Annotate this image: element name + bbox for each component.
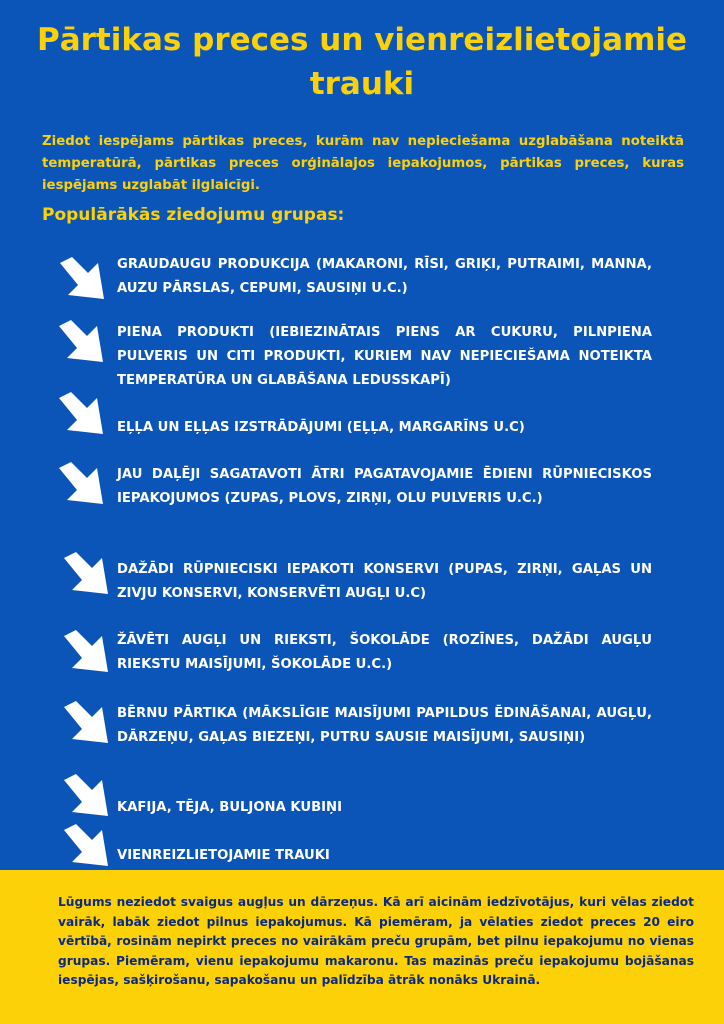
- list-item-text: BĒRNU PĀRTIKA (MĀKSLĪGIE MAISĪJUMI PAPILDUS ĒDINĀŠANAI, AUGĻU, DĀRZEŅU, GAĻAS BIEZEŅI, PUTRU SAUSIE MAISĪJUMI, SAUSIŅI): [117, 706, 652, 745]
- list-item-text: VIENREIZLIETOJAMIE TRAUKI: [117, 848, 330, 863]
- intro-paragraph: Ziedot iespējams pārtikas preces, kurām nav nepieciešama uzglabāšana noteiktā temperatūrā, pārtikas preces orģinālajos iepakojumos, pārtikas preces, kuras iespējams uzglabāt ilglaicīgi.: [42, 134, 684, 193]
- arrow-icon: [58, 253, 108, 303]
- arrow-icon: [62, 697, 112, 747]
- arrow-icon: [57, 458, 107, 508]
- arrow-icon: [62, 820, 112, 870]
- list-item-text: DAŽĀDI RŪPNIECISKI IEPAKOTI KONSERVI (PUPAS, ZIRŅI, GAĻAS UN ZIVJU KONSERVI, KONSERVĒTI AUGĻI U.C): [117, 562, 652, 601]
- list-item-text: EĻĻA UN EĻĻAS IZSTRĀDĀJUMI (EĻĻA, MARGARĪNS U.C): [117, 420, 525, 435]
- arrow-icon: [62, 548, 112, 598]
- footer-note: Lūgums neziedot svaigus augļus un dārzeņus. Kā arī aicinām iedzīvotājus, kuri vēlas ziedot vairāk, labāk ziedot pilnus iepakojumus. Kā piemēram, ja vēlaties ziedot preces 20 eiro vērtībā, rosinām nepirkt preces no vairākām preču grupām, bet pilnu iepakojumu no vienas grupas. Piemēram, vienu iepakojumu makaronu. Tas mazinās preču iepakojumu bojāšanas iespējas, sašķirošanu, sapakošanu un palīdzība ātrāk nonāks Ukrainā.: [58, 895, 694, 987]
- arrow-icon: [62, 770, 112, 820]
- list-item-text: PIENA PRODUKTI (IEBIEZINĀTAIS PIENS AR CUKURU, PILNPIENA PULVERIS UN CITI PRODUKTI, KURIEM NAV NEPIECIEŠAMA NOTEIKTA TEMPERATŪRA UN GLABĀŠANA LEDUSSKAPĪ): [117, 325, 652, 388]
- popular-groups-heading: Populārākās ziedojumu grupas:: [42, 205, 345, 225]
- arrow-icon: [57, 388, 107, 438]
- page-title: Pārtikas preces un vienreizlietojamie trauki: [36, 22, 688, 102]
- arrow-icon: [62, 626, 112, 676]
- list-item-text: JAU DAĻĒJI SAGATAVOTI ĀTRI PAGATAVOJAMIE ĒDIENI RŪPNIECISKOS IEPAKOJUMOS (ZUPAS, PLOVS, ZIRŅI, OLU PULVERIS U.C.): [117, 467, 652, 506]
- arrow-icon: [57, 316, 107, 366]
- list-item-text: ŽĀVĒTI AUGĻI UN RIEKSTI, ŠOKOLĀDE (ROZĪNES, DAŽĀDI AUGĻU RIEKSTU MAISĪJUMI, ŠOKOLĀDE U.C.): [117, 633, 652, 672]
- list-item-text: GRAUDAUGU PRODUKCIJA (MAKARONI, RĪSI, GRIĶI, PUTRAIMI, MANNA, AUZU PĀRSLAS, CEPUMI, SAUSIŅI U.C.): [117, 257, 652, 296]
- list-item-text: KAFIJA, TĒJA, BULJONA KUBIŅI: [117, 800, 342, 815]
